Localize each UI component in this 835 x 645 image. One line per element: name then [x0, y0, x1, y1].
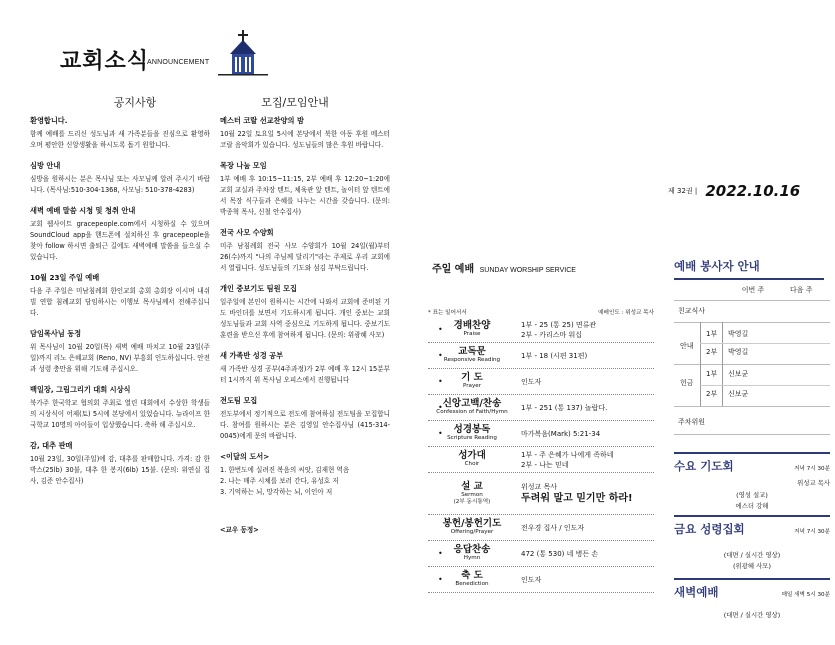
- worship-title: [432, 260, 576, 275]
- order-item-name: [428, 482, 516, 506]
- notice-item-title: 목장 나눔 모임: [220, 161, 267, 170]
- standing-marker: •: [438, 429, 443, 438]
- servant-usher: 안내: [680, 342, 694, 350]
- servant-offering-2-name: 신보균: [728, 390, 749, 398]
- order-item-content: 1부 - 18 (시편 31편): [521, 351, 588, 360]
- servant-usher-1: 1부: [706, 330, 718, 338]
- meetings-column: [220, 116, 390, 534]
- order-item-korean: 신앙고백/찬송: [442, 397, 502, 409]
- friday-line1: (대면 / 실시간 영상): [723, 551, 781, 559]
- order-item-korean: 설 교: [461, 480, 483, 492]
- wednesday-line2: 에스더 강해: [735, 502, 769, 510]
- servant-greeter: 친교식사: [678, 307, 706, 315]
- friday-line2: (위광혜 사모): [733, 562, 771, 570]
- notice-item-title: 심방 안내: [30, 161, 61, 170]
- order-item-content: 1부 - 251 (통 137) 놀랍다.: [521, 403, 608, 412]
- worship-title-en: SUNDAY WORSHIP SERVICE: [479, 267, 576, 274]
- order-item-content-wrap: [516, 523, 584, 533]
- issue-volume: 제 32권 |: [668, 186, 698, 195]
- issue-info: [668, 180, 818, 200]
- order-row: [428, 541, 654, 567]
- notice-item-body: 북가주 한국학교 협의회 주최로 열린 대회에서 수상한 학생들의 시상식이 어제(토) 5시에 본당에서 있었습니다. 뉴라이프 한국학교 10명의 아이들이 입상했습니다. 축하 해 주십시오.: [30, 399, 210, 429]
- wednesday-line1: (영성 설교): [736, 491, 768, 499]
- notice-item-title: 전국 사모 수양회: [220, 228, 274, 237]
- order-item-note: (2부 동시통역): [453, 498, 491, 505]
- standing-marker: •: [438, 549, 443, 558]
- order-item-english: Offering/Prayer: [450, 529, 494, 536]
- order-item-content: 인도자: [521, 575, 542, 584]
- notice-item: [220, 351, 390, 386]
- dawn-time: 매일 새벽 5시 30분: [781, 592, 830, 598]
- order-item-korean: 성가대: [458, 449, 486, 461]
- standing-note: * 표는 일어서서: [428, 310, 467, 316]
- order-item-content: 1부 - 주 은혜가 나에게 족하네 2부 - 나는 믿네: [521, 450, 614, 469]
- order-row: [428, 343, 654, 369]
- order-row: [428, 515, 654, 541]
- order-item-english: Prayer: [462, 383, 482, 390]
- notice-item-title: 새벽 예배 말씀 시청 및 청취 안내: [30, 206, 136, 215]
- notice-item: [30, 273, 210, 319]
- order-row: [428, 395, 654, 421]
- wednesday-title: 수요 기도회: [674, 459, 734, 473]
- page-subtitle: ANNOUNCEMENT: [147, 59, 210, 66]
- books-section: [220, 452, 390, 498]
- order-item-content-wrap: [516, 351, 587, 361]
- standing-marker: •: [438, 403, 443, 412]
- servants-columns: [730, 285, 830, 295]
- issue-date: 2022.10.16: [705, 181, 801, 200]
- order-item-korean: 교독문: [458, 345, 486, 357]
- dawn-line1: (대면 / 실시간 영상): [723, 611, 781, 619]
- order-row: [428, 447, 654, 473]
- notice-item: [220, 228, 390, 274]
- notice-item-title: 감, 대추 판매: [30, 441, 73, 450]
- worship-title-ko: 주일 예배: [432, 264, 475, 275]
- order-row: [428, 369, 654, 395]
- notice-item-title: 개인 중보기도 팀원 모집: [220, 284, 297, 293]
- notice-item-body: 다음 주 주일은 미남침례회 한인교회 총회 총회장 이시며 내쉬빌 연합 침례교회 담임하시는 이행보 목사님께서 전해주십니다.: [30, 287, 210, 317]
- servant-parking: 주차위원: [678, 418, 706, 426]
- sermon-title: 두려워 말고 믿기만 하라!: [521, 492, 633, 504]
- order-item-content: 인도자: [521, 377, 542, 386]
- order-item-content: 전우경 집사 / 인도자: [521, 523, 585, 532]
- friday-title: 금요 성령집회: [674, 522, 745, 536]
- members-news-title: <교우 동정>: [220, 526, 259, 534]
- notice-item-title: 백일장, 그림그리기 대회 시상식: [30, 385, 131, 394]
- order-row: [428, 567, 654, 593]
- dawn-title: 새벽예배: [674, 585, 719, 599]
- notice-item-body: 함께 예배를 드리신 성도님과 새 가족분들을 진심으로 환영하오며 평안한 신앙생활을 하시도록 돕기 원합니다.: [30, 130, 210, 149]
- order-item-name: [428, 451, 516, 468]
- order-item-content-wrap: [516, 403, 607, 413]
- order-row: [428, 473, 654, 515]
- servants-title: 예배 봉사자 안내: [674, 258, 824, 280]
- worship-leader: 예배인도 : 위성교 목사: [598, 310, 654, 316]
- order-item-content: 위성교 목사: [521, 482, 558, 491]
- order-item-content-wrap: [516, 450, 614, 470]
- notice-item: [220, 284, 390, 341]
- notice-item-body: 1부 예배 후 10:15~11:15, 2부 예배 후 12:20~1:20에 교회 교실과 주차장 텐트, 체육관 앞 텐트, 놀이터 앞 텐트에서 목장 식구들과 은혜를 나누는 시간을 갖습니다. (문의: 박종혁 목사, 신철 안수집사): [220, 175, 390, 216]
- notice-item: [30, 206, 210, 263]
- notice-item: [30, 116, 210, 151]
- notice-item: [30, 441, 210, 487]
- standing-marker: •: [438, 325, 443, 334]
- order-item-korean: 성경봉독: [453, 423, 491, 435]
- notice-item-title: 메스터 코랄 선교찬양의 밤: [220, 116, 304, 125]
- order-item-content: 1부 - 25 (통 25) 면류관 2부 - 카리스마 워십: [521, 320, 597, 339]
- notice-item: [30, 329, 210, 375]
- worship-order: [428, 317, 654, 593]
- order-item-content: 472 (통 530) 네 병든 손: [521, 549, 599, 558]
- notice-item: [30, 161, 210, 196]
- order-item-korean: 응답찬송: [453, 543, 491, 555]
- notice-item-title: 10월 23일 주일 예배: [30, 273, 100, 282]
- standing-marker: •: [438, 575, 443, 584]
- order-item-english: Benediction: [455, 581, 489, 588]
- notice-item-body: 새 가족반 성경 공부(4주과정)가 2부 예배 후 12시 15분부터 1시까지 위 목사님 오피스에서 진행됩니다: [220, 365, 390, 384]
- order-item-english: Hymn: [463, 555, 481, 562]
- notice-item-body: 교회 웹사이트 gracepeople.com에서 시청하실 수 있으며 SoundCloud app을 핸드폰에 설치하신 후 gracepeople을 찾아 follow 하시면 출퇴근 길에도 새벽예배 말씀을 들으실 수 있습니다.: [30, 220, 210, 261]
- notices-heading: 공지사항: [113, 96, 157, 109]
- order-item-content: 마가복음(Mark) 5:21-34: [521, 429, 601, 438]
- books-list: 1. 한번도에 실려진 복음의 씨앗, 김재현 역음 2. 나는 매주 시체를 보러 간다, 유성호 저 3. 기억하는 뇌, 망각하는 뇌, 이인아 저: [220, 466, 350, 496]
- order-item-english: Scripture Reading: [447, 435, 497, 442]
- wednesday-service: [674, 452, 830, 474]
- notice-item: [220, 396, 390, 442]
- servant-offering-1-name: 신보균: [728, 370, 749, 378]
- order-item-english: Praise: [463, 331, 481, 338]
- order-item-korean: 축 도: [461, 569, 483, 581]
- standing-marker: •: [438, 377, 443, 386]
- dawn-service: [674, 578, 830, 600]
- notice-item-body: 일주일에 본인이 원하시는 시간에 나와서 교회에 준비된 기도 바인더를 보면서 기도하시게 됩니다. 개인 중보는 교회 성도님들과 교회 사역 중심으로 기도하게 됩니다. 중보기도 훈련을 받으신 후에 참여하게 됩니다. (문의: 위광혜 사모): [220, 298, 390, 339]
- meetings-heading: 모집/모임안내: [261, 96, 329, 109]
- friday-service: [674, 515, 830, 537]
- notice-item-body: 심방을 원하시는 분은 목사님 또는 사모님께 알려 주시기 바랍니다. (목사님:510-304-1368, 사모님: 510-378-4283): [30, 175, 210, 194]
- order-item-korean: 경배찬양: [453, 319, 491, 331]
- order-item-english: Confession of Faith/Hymn: [436, 409, 508, 416]
- notices-column: [30, 116, 210, 497]
- servant-offering-2: 2부: [706, 390, 718, 398]
- notice-item-title: 전도팀 모집: [220, 396, 258, 405]
- order-item-content-wrap: [516, 429, 600, 439]
- col-this-week: 이번 주: [741, 286, 765, 294]
- page-header: [60, 28, 320, 78]
- notice-item-body: 전도부에서 정기적으로 전도에 참여하실 전도팀을 모집합니다. 참여를 원하시는 분은 김영일 안수집사님 (415-314-0045)에게 문의 바랍니다.: [220, 410, 390, 440]
- order-item-content-wrap: [516, 575, 541, 585]
- order-item-english: Responsive Reading: [443, 357, 501, 364]
- notice-item-body: 위 목사님이 10월 20일(목) 새벽 예배 마치고 10월 23일(주일)까지 리노 은혜교회 (Reno, NV) 부흥회 인도하십니다. 안전과 성령 충만을 위해 기도해 주십시오.: [30, 343, 210, 373]
- friday-time: 저녁 7시 30분: [794, 529, 830, 535]
- books-title: <이달의 도서>: [220, 452, 270, 461]
- order-row: [428, 317, 654, 343]
- notice-item: [30, 385, 210, 431]
- order-item-name: [428, 519, 516, 536]
- order-item-english: Choir: [464, 461, 480, 468]
- order-item-english: Sermon: [461, 492, 483, 499]
- wednesday-leader: 위성교 목사: [797, 479, 830, 487]
- wednesday-time: 저녁 7시 30분: [794, 466, 830, 472]
- notice-item: [220, 161, 390, 218]
- order-row: [428, 421, 654, 447]
- order-item-content-wrap: [516, 377, 541, 387]
- col-next-week: 다음 주: [789, 286, 813, 294]
- notice-item-body: 미주 남침례회 전국 사모 수양회가 10월 24일(월)부터 26(수)까지 "나의 주님께 달리기"라는 주제로 우리 교회에서 열립니다. 성도님들의 기도와 섬김 부탁드립니다.: [220, 242, 390, 272]
- order-item-korean: 기 도: [461, 371, 483, 383]
- notice-item-body: 10월 22일 토요일 5시에 본당에서 북한 아동 후원 메스터코랄 음악회가 있습니다. 성도님들의 많은 후원 바랍니다.: [220, 130, 390, 149]
- servant-offering: 헌금: [680, 379, 694, 387]
- servant-usher-2: 2부: [706, 348, 718, 356]
- servant-offering-1: 1부: [706, 370, 718, 378]
- order-item-korean: 봉헌/봉헌기도: [442, 517, 502, 529]
- order-item-content-wrap: [516, 320, 596, 340]
- servant-usher-1-name: 박영길: [728, 330, 749, 338]
- church-icon: [218, 28, 268, 78]
- page-title: 교회소식: [60, 49, 150, 74]
- servant-usher-2-name: 박영길: [728, 348, 749, 356]
- standing-marker: •: [438, 351, 443, 360]
- notice-item: [220, 116, 390, 151]
- order-item-content-wrap: [516, 549, 598, 559]
- notice-item-title: 환영합니다.: [30, 116, 68, 125]
- notice-item-title: 새 가족반 성경 공부: [220, 351, 284, 360]
- notice-item-title: 담임목사님 동정: [30, 329, 82, 338]
- notice-item-body: 10월 23일, 30일(주일)에 감, 대추를 판매합니다. 가격: 감 한 박스(25lb) 30불, 대추 한 봉지(6lb) 15불. (문의: 위연실 집사, 김준 안수집사): [30, 455, 210, 485]
- order-item-content-wrap: [516, 482, 633, 506]
